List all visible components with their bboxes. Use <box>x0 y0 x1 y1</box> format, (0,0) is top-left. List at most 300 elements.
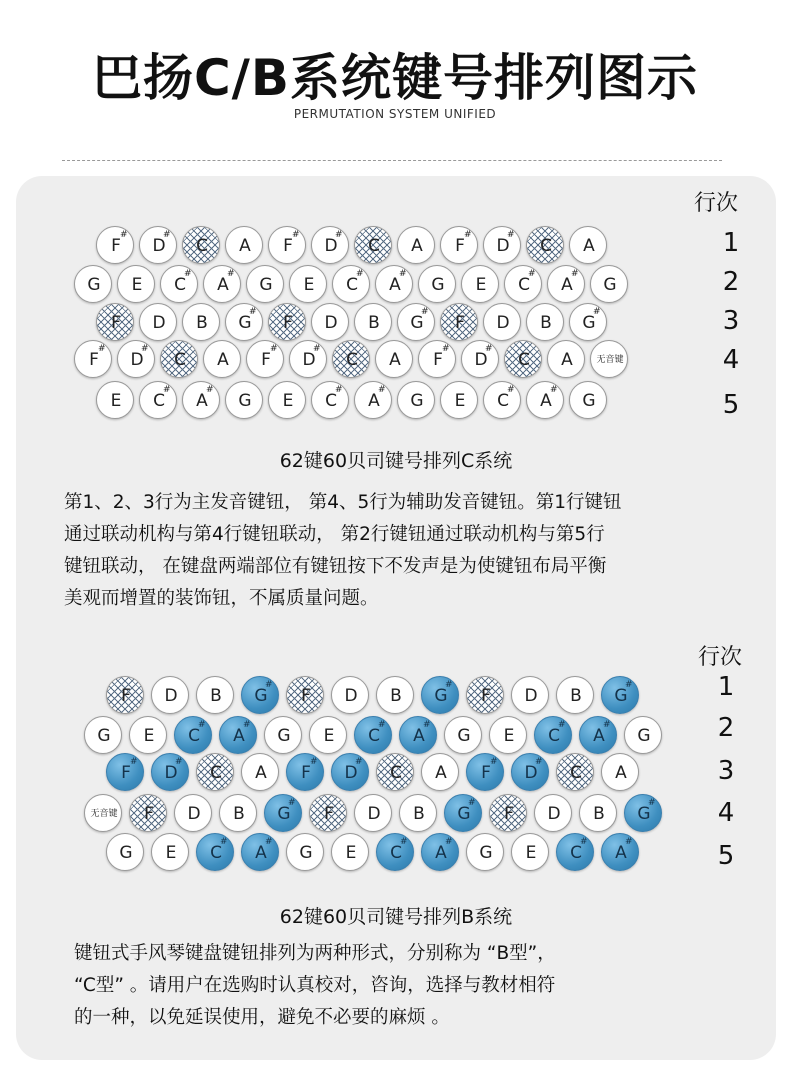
key-note-label: D <box>524 763 538 783</box>
key-note-label: A <box>196 391 208 411</box>
key-sharp-mark: # <box>292 230 300 240</box>
key-note-label: E <box>131 275 143 295</box>
bass-key <box>106 833 144 871</box>
key-note-label: F <box>455 313 465 333</box>
bass-key <box>311 381 349 419</box>
key-note-label: G <box>119 843 133 863</box>
key-note-label: F <box>283 236 293 256</box>
key-note-label: D <box>474 350 488 370</box>
key-sharp-mark: # <box>603 720 611 730</box>
bass-key <box>601 833 639 871</box>
bass-key <box>96 226 134 264</box>
key-note-label: F <box>111 313 121 333</box>
bass-key <box>579 794 617 832</box>
bass-key <box>421 676 459 714</box>
key-sharp-mark: # <box>490 757 498 767</box>
key-note-label: G <box>299 843 313 863</box>
key-sharp-mark: # <box>130 757 138 767</box>
key-sharp-mark: # <box>198 720 206 730</box>
bass-key <box>354 716 392 754</box>
bass-key <box>504 265 542 303</box>
bass-key <box>196 833 234 871</box>
key-note-label: B <box>413 804 425 824</box>
key-sharp-mark: # <box>445 680 453 690</box>
bass-key <box>354 226 392 264</box>
bass-key <box>225 381 263 419</box>
bass-key <box>624 716 662 754</box>
bass-key <box>268 303 306 341</box>
c-description-line: 美观而增置的装饰钮，不属质量问题。 <box>64 588 379 609</box>
key-note-label: D <box>302 350 316 370</box>
bass-key <box>182 226 220 264</box>
bass-key <box>151 833 189 871</box>
bass-key <box>440 303 478 341</box>
c-description-line: 第1、2、3行为主发音键钮， 第4、5行为辅助发音键钮。第1行键钮 <box>64 492 622 513</box>
key-note-label: C <box>570 843 582 863</box>
key-sharp-mark: # <box>175 757 183 767</box>
key-note-label: F <box>455 236 465 256</box>
key-note-label: D <box>187 804 201 824</box>
key-note-label: C <box>390 843 402 863</box>
key-note-label: E <box>454 391 466 411</box>
key-note-label: F <box>481 686 491 706</box>
key-sharp-mark: # <box>243 720 251 730</box>
key-note-label: A <box>561 275 573 295</box>
bass-key <box>601 676 639 714</box>
key-note-label: E <box>303 275 315 295</box>
bass-key <box>375 340 413 378</box>
bass-key <box>289 340 327 378</box>
key-note-label: A <box>615 763 627 783</box>
key-note-label: C <box>196 236 208 256</box>
key-sharp-mark: # <box>535 757 543 767</box>
key-note-label: A <box>389 275 401 295</box>
bass-key <box>241 676 279 714</box>
bass-key <box>601 753 639 791</box>
key-sharp-mark: # <box>313 344 321 354</box>
key-note-label: G <box>479 843 493 863</box>
key-note-label: A <box>368 391 380 411</box>
c-row-number: 2 <box>722 267 740 297</box>
key-sharp-mark: # <box>356 269 364 279</box>
bass-key <box>286 676 324 714</box>
key-note-label: D <box>496 236 510 256</box>
key-note-label: F <box>433 350 443 370</box>
key-sharp-mark: # <box>625 837 633 847</box>
key-note-label: A <box>615 843 627 863</box>
key-note-label: D <box>130 350 144 370</box>
key-note-label: F <box>504 804 514 824</box>
bass-key <box>590 340 628 378</box>
c-caption: 62键60贝司键号排列C系统 <box>279 450 513 472</box>
content-panel <box>16 176 776 1060</box>
bass-key <box>182 381 220 419</box>
bass-key <box>526 303 564 341</box>
bass-key <box>376 676 414 714</box>
bass-key <box>264 716 302 754</box>
bass-key <box>534 716 572 754</box>
bass-key <box>74 340 112 378</box>
bass-key <box>286 833 324 871</box>
key-note-label: F <box>283 313 293 333</box>
key-sharp-mark: # <box>184 269 192 279</box>
bass-key <box>129 716 167 754</box>
c-description-line: 通过联动机构与第4行键钮联动， 第2行键钮通过联动机构与第5行 <box>64 524 605 545</box>
key-note-label: D <box>152 313 166 333</box>
bass-key <box>483 303 521 341</box>
bass-key <box>624 794 662 832</box>
key-note-label: F <box>111 236 121 256</box>
bass-key <box>418 340 456 378</box>
c-row-number: 1 <box>722 228 740 258</box>
key-sharp-mark: # <box>468 798 476 808</box>
key-note-label: G <box>259 275 273 295</box>
bass-key <box>556 676 594 714</box>
key-sharp-mark: # <box>558 720 566 730</box>
bass-key <box>418 265 456 303</box>
bass-key <box>129 794 167 832</box>
bass-key <box>440 226 478 264</box>
key-note-label: C <box>174 350 186 370</box>
key-note-label: G <box>87 275 101 295</box>
key-note-label: E <box>165 843 177 863</box>
key-note-label: D <box>344 686 358 706</box>
bass-key <box>84 794 122 832</box>
key-note-label: G <box>457 804 471 824</box>
bass-key <box>569 226 607 264</box>
bass-key <box>556 753 594 791</box>
b-row-number: 1 <box>717 672 735 702</box>
key-note-label: E <box>323 726 335 746</box>
b-row-number: 4 <box>717 798 735 828</box>
key-sharp-mark: # <box>528 269 536 279</box>
bass-key <box>203 265 241 303</box>
bass-key <box>84 716 122 754</box>
bass-key <box>354 794 392 832</box>
key-note-label: G <box>637 726 651 746</box>
key-sharp-mark: # <box>485 344 493 354</box>
bass-key <box>331 833 369 871</box>
bass-key <box>264 794 302 832</box>
key-sharp-mark: # <box>141 344 149 354</box>
key-note-label: E <box>110 391 122 411</box>
bass-key <box>332 265 370 303</box>
b-description-line: “C型” 。请用户在选购时认真校对，咨询，选择与教材相符 <box>74 975 556 996</box>
key-note-label: A <box>435 763 447 783</box>
key-note-label: 无音键 <box>596 355 624 365</box>
key-note-label: C <box>368 236 380 256</box>
key-note-label: A <box>239 236 251 256</box>
bass-key <box>246 265 284 303</box>
bass-key <box>241 753 279 791</box>
key-note-label: D <box>496 313 510 333</box>
key-note-label: G <box>582 313 596 333</box>
bass-key <box>151 676 189 714</box>
key-sharp-mark: # <box>163 230 171 240</box>
bass-key <box>399 794 437 832</box>
b-caption: 62键60贝司键号排列B系统 <box>279 906 513 928</box>
key-note-label: C <box>210 843 222 863</box>
b-row-number: 5 <box>717 841 735 871</box>
key-note-label: B <box>593 804 605 824</box>
key-note-label: E <box>503 726 515 746</box>
bass-key <box>268 226 306 264</box>
bass-key <box>504 340 542 378</box>
bass-key <box>569 303 607 341</box>
key-note-label: B <box>210 686 222 706</box>
bass-key <box>174 794 212 832</box>
key-note-label: B <box>540 313 552 333</box>
bass-key <box>466 833 504 871</box>
key-note-label: D <box>164 763 178 783</box>
key-note-label: E <box>282 391 294 411</box>
bass-key <box>139 303 177 341</box>
bass-key <box>440 381 478 419</box>
key-note-label: D <box>524 686 538 706</box>
key-note-label: A <box>435 843 447 863</box>
key-note-label: D <box>164 686 178 706</box>
bass-key <box>331 753 369 791</box>
key-note-label: A <box>217 350 229 370</box>
key-note-label: B <box>570 686 582 706</box>
bass-key <box>96 381 134 419</box>
bass-key <box>483 381 521 419</box>
b-row-number: 3 <box>717 756 735 786</box>
key-note-label: C <box>540 236 552 256</box>
bass-key <box>286 753 324 791</box>
bass-key <box>483 226 521 264</box>
bass-key <box>397 226 435 264</box>
key-note-label: B <box>233 804 245 824</box>
bass-key <box>397 303 435 341</box>
key-note-label: D <box>547 804 561 824</box>
bass-key <box>399 716 437 754</box>
bass-key <box>160 265 198 303</box>
bass-key <box>421 833 459 871</box>
b-row-header: 行次 <box>698 645 743 670</box>
key-note-label: G <box>97 726 111 746</box>
key-note-label: A <box>255 843 267 863</box>
bass-key <box>526 226 564 264</box>
key-note-label: A <box>255 763 267 783</box>
bass-key <box>311 303 349 341</box>
key-note-label: A <box>583 236 595 256</box>
key-note-label: C <box>188 726 200 746</box>
bass-key <box>241 833 279 871</box>
key-note-label: C <box>210 763 222 783</box>
key-note-label: D <box>324 236 338 256</box>
key-note-label: 无音键 <box>90 809 118 819</box>
key-note-label: B <box>368 313 380 333</box>
bass-key <box>139 381 177 419</box>
key-note-label: G <box>582 391 596 411</box>
bass-key <box>569 381 607 419</box>
key-note-label: G <box>603 275 617 295</box>
bass-key <box>331 676 369 714</box>
key-note-label: F <box>121 686 131 706</box>
key-note-label: C <box>368 726 380 746</box>
key-sharp-mark: # <box>421 307 429 317</box>
bass-key <box>117 340 155 378</box>
key-note-label: F <box>481 763 491 783</box>
key-sharp-mark: # <box>442 344 450 354</box>
key-note-label: C <box>570 763 582 783</box>
bass-key <box>461 340 499 378</box>
key-sharp-mark: # <box>593 307 601 317</box>
key-note-label: F <box>301 686 311 706</box>
key-sharp-mark: # <box>507 385 515 395</box>
key-note-label: G <box>431 275 445 295</box>
key-note-label: G <box>238 391 252 411</box>
page-subtitle: PERMUTATION SYSTEM UNIFIED <box>293 107 497 121</box>
key-sharp-mark: # <box>625 680 633 690</box>
c-row-number: 3 <box>722 306 740 336</box>
bass-key <box>174 716 212 754</box>
bass-key <box>397 381 435 419</box>
key-note-label: D <box>344 763 358 783</box>
key-note-label: B <box>196 313 208 333</box>
b-description-line: 键钮式手风琴键盘键钮排列为两种形式，分别称为 “B型”， <box>74 943 556 964</box>
key-sharp-mark: # <box>120 230 128 240</box>
bass-key <box>511 833 549 871</box>
key-note-label: F <box>144 804 154 824</box>
bass-key <box>96 303 134 341</box>
bass-key <box>466 676 504 714</box>
key-note-label: E <box>475 275 487 295</box>
bass-key <box>289 265 327 303</box>
key-note-label: A <box>411 236 423 256</box>
key-note-label: F <box>121 763 131 783</box>
c-row-number: 5 <box>722 390 740 420</box>
key-note-label: F <box>301 763 311 783</box>
dashed-divider <box>62 160 722 161</box>
bass-key <box>444 794 482 832</box>
key-sharp-mark: # <box>265 680 273 690</box>
key-note-label: G <box>457 726 471 746</box>
key-sharp-mark: # <box>580 837 588 847</box>
bass-key <box>106 676 144 714</box>
bass-key <box>219 716 257 754</box>
key-note-label: A <box>413 726 425 746</box>
key-note-label: F <box>89 350 99 370</box>
key-sharp-mark: # <box>378 385 386 395</box>
key-note-label: C <box>153 391 165 411</box>
key-sharp-mark: # <box>507 230 515 240</box>
bass-key <box>466 753 504 791</box>
bass-key <box>203 340 241 378</box>
key-note-label: G <box>254 686 268 706</box>
key-note-label: C <box>325 391 337 411</box>
key-sharp-mark: # <box>378 720 386 730</box>
key-sharp-mark: # <box>571 269 579 279</box>
bass-key <box>376 833 414 871</box>
key-note-label: C <box>518 275 530 295</box>
key-sharp-mark: # <box>288 798 296 808</box>
key-note-label: E <box>143 726 155 746</box>
key-sharp-mark: # <box>400 837 408 847</box>
bass-key <box>354 303 392 341</box>
key-sharp-mark: # <box>399 269 407 279</box>
bass-key <box>182 303 220 341</box>
bass-key <box>461 265 499 303</box>
key-sharp-mark: # <box>550 385 558 395</box>
key-note-label: A <box>389 350 401 370</box>
key-note-label: C <box>548 726 560 746</box>
key-sharp-mark: # <box>227 269 235 279</box>
key-note-label: E <box>525 843 537 863</box>
bass-key <box>375 265 413 303</box>
bass-key <box>196 753 234 791</box>
key-note-label: F <box>324 804 334 824</box>
bass-key <box>139 226 177 264</box>
c-description <box>64 487 622 615</box>
key-sharp-mark: # <box>648 798 656 808</box>
bass-key <box>511 753 549 791</box>
bass-key <box>489 794 527 832</box>
key-note-label: A <box>217 275 229 295</box>
key-sharp-mark: # <box>206 385 214 395</box>
c-row-header: 行次 <box>694 191 739 216</box>
bass-key <box>444 716 482 754</box>
key-note-label: A <box>593 726 605 746</box>
key-sharp-mark: # <box>423 720 431 730</box>
bass-key <box>160 340 198 378</box>
key-sharp-mark: # <box>335 385 343 395</box>
bass-key <box>309 716 347 754</box>
key-note-label: B <box>390 686 402 706</box>
key-note-label: D <box>367 804 381 824</box>
bass-key <box>421 753 459 791</box>
key-note-label: G <box>277 804 291 824</box>
bass-key <box>106 753 144 791</box>
bass-key <box>74 265 112 303</box>
bass-key <box>556 833 594 871</box>
bass-key <box>511 676 549 714</box>
key-sharp-mark: # <box>464 230 472 240</box>
bass-key <box>590 265 628 303</box>
key-note-label: A <box>540 391 552 411</box>
key-note-label: G <box>614 686 628 706</box>
key-note-label: G <box>277 726 291 746</box>
b-description-line: 的一种，以免延误使用，避免不必要的麻烦 。 <box>74 1007 450 1028</box>
key-sharp-mark: # <box>220 837 228 847</box>
bass-key <box>526 381 564 419</box>
key-sharp-mark: # <box>163 385 171 395</box>
bass-key <box>332 340 370 378</box>
bass-key <box>489 716 527 754</box>
key-note-label: C <box>497 391 509 411</box>
key-sharp-mark: # <box>310 757 318 767</box>
bass-key <box>268 381 306 419</box>
key-note-label: G <box>434 686 448 706</box>
bass-key <box>196 676 234 714</box>
page-title: 巴扬C/B系统键号排列图示 <box>91 49 699 107</box>
bass-key <box>309 794 347 832</box>
key-note-label: C <box>390 763 402 783</box>
key-sharp-mark: # <box>355 757 363 767</box>
bass-key <box>151 753 189 791</box>
bass-key <box>376 753 414 791</box>
bass-key <box>547 340 585 378</box>
key-sharp-mark: # <box>335 230 343 240</box>
key-note-label: C <box>518 350 530 370</box>
key-note-label: C <box>346 275 358 295</box>
key-sharp-mark: # <box>445 837 453 847</box>
c-row-number: 4 <box>722 345 740 375</box>
key-note-label: A <box>233 726 245 746</box>
bass-key <box>547 265 585 303</box>
bass-key <box>579 716 617 754</box>
